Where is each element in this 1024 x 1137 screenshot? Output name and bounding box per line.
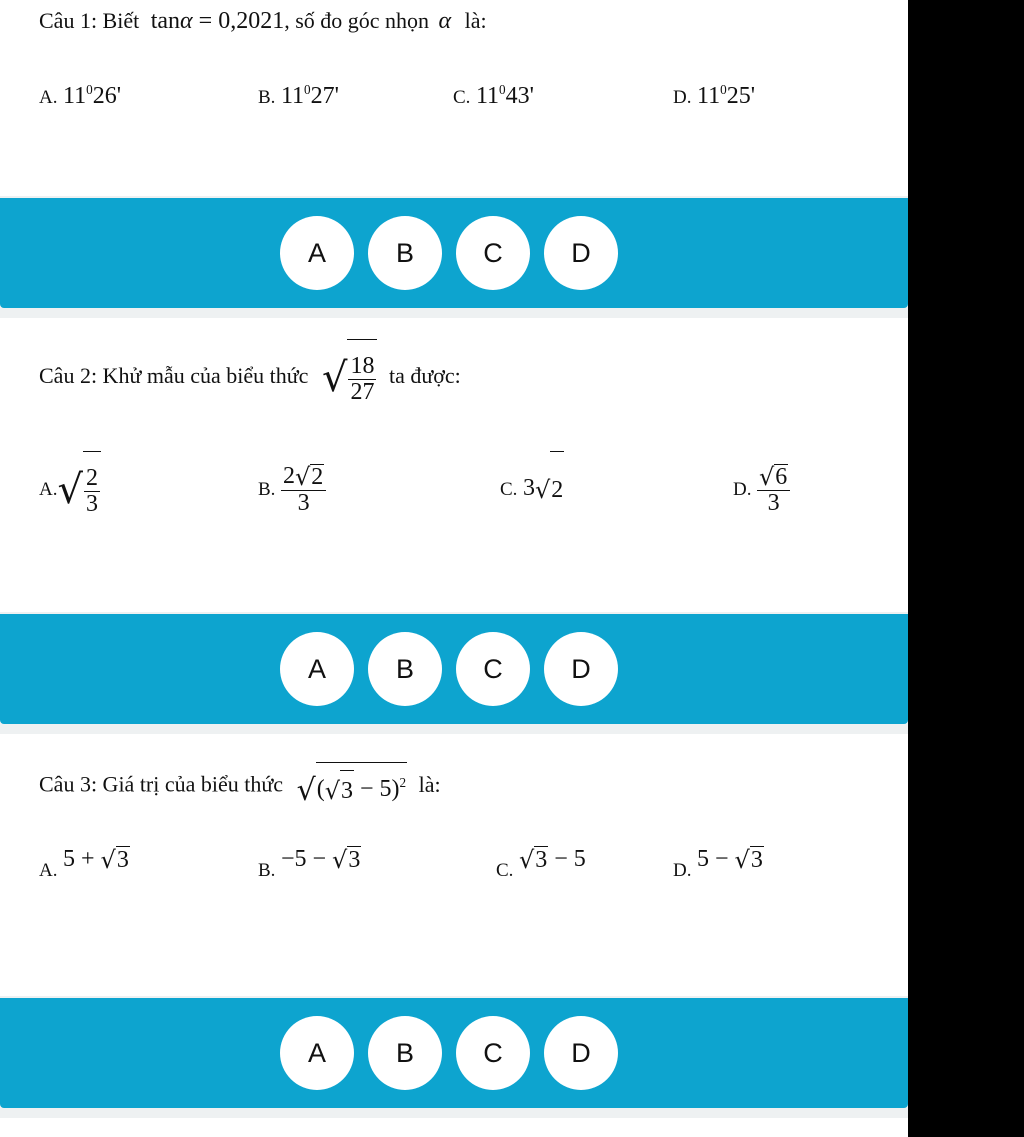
answer-a-button[interactable]: A bbox=[280, 632, 354, 706]
answer-a-button[interactable]: A bbox=[280, 1016, 354, 1090]
answer-bar-3 bbox=[0, 998, 908, 1108]
answer-d-button[interactable]: D bbox=[544, 1016, 618, 1090]
option-b: B. −5 − √3 bbox=[258, 846, 361, 881]
answer-d-button[interactable]: D bbox=[544, 216, 618, 290]
option-b: B. $11^027'$ bbox=[258, 82, 339, 109]
next-question-card bbox=[0, 1118, 908, 1137]
answer-c-button[interactable]: C bbox=[456, 632, 530, 706]
option-d: D. 5 − √3 bbox=[673, 846, 763, 881]
option-c: C. 3√2 bbox=[500, 450, 564, 526]
question-card-1 bbox=[0, 0, 908, 196]
question-card-3 bbox=[0, 734, 908, 996]
option-d: D. $\frac{√6}{3}$ bbox=[733, 450, 790, 526]
answer-d-button[interactable]: D bbox=[544, 632, 618, 706]
option-a: A. $11^026'$ bbox=[39, 82, 122, 109]
answer-b-button[interactable]: B bbox=[368, 1016, 442, 1090]
answer-c-button[interactable]: C bbox=[456, 216, 530, 290]
option-c: C. $11^043'$ bbox=[453, 82, 534, 109]
answer-b-button[interactable]: B bbox=[368, 632, 442, 706]
answer-b-button[interactable]: B bbox=[368, 216, 442, 290]
answer-bar-1 bbox=[0, 198, 908, 308]
option-c: C. √3 − 5 bbox=[496, 846, 586, 881]
option-a: A.√ $\frac{2}{3}$ bbox=[39, 450, 101, 526]
option-a: A. 5 + √3 bbox=[39, 846, 129, 881]
answer-c-button[interactable]: C bbox=[456, 1016, 530, 1090]
question-prompt: Câu 3: Giá trị của biểu thức $√(√3 - 5)^2$ là: bbox=[39, 762, 441, 802]
option-d: D. $11^025'$ bbox=[673, 82, 756, 109]
answer-a-button[interactable]: A bbox=[280, 216, 354, 290]
question-prompt: Câu 1: Biết tanα = 0,2021, số đo góc nhọn α là: bbox=[39, 8, 487, 34]
answer-bar-2 bbox=[0, 614, 908, 724]
question-prompt: Câu 2: Khử mẫu của biểu thức √ $\frac{18}{27}$ ta được: bbox=[39, 338, 461, 414]
question-card-2 bbox=[0, 318, 908, 612]
option-b: B. $\frac{2√2}{3}$ bbox=[258, 450, 326, 526]
